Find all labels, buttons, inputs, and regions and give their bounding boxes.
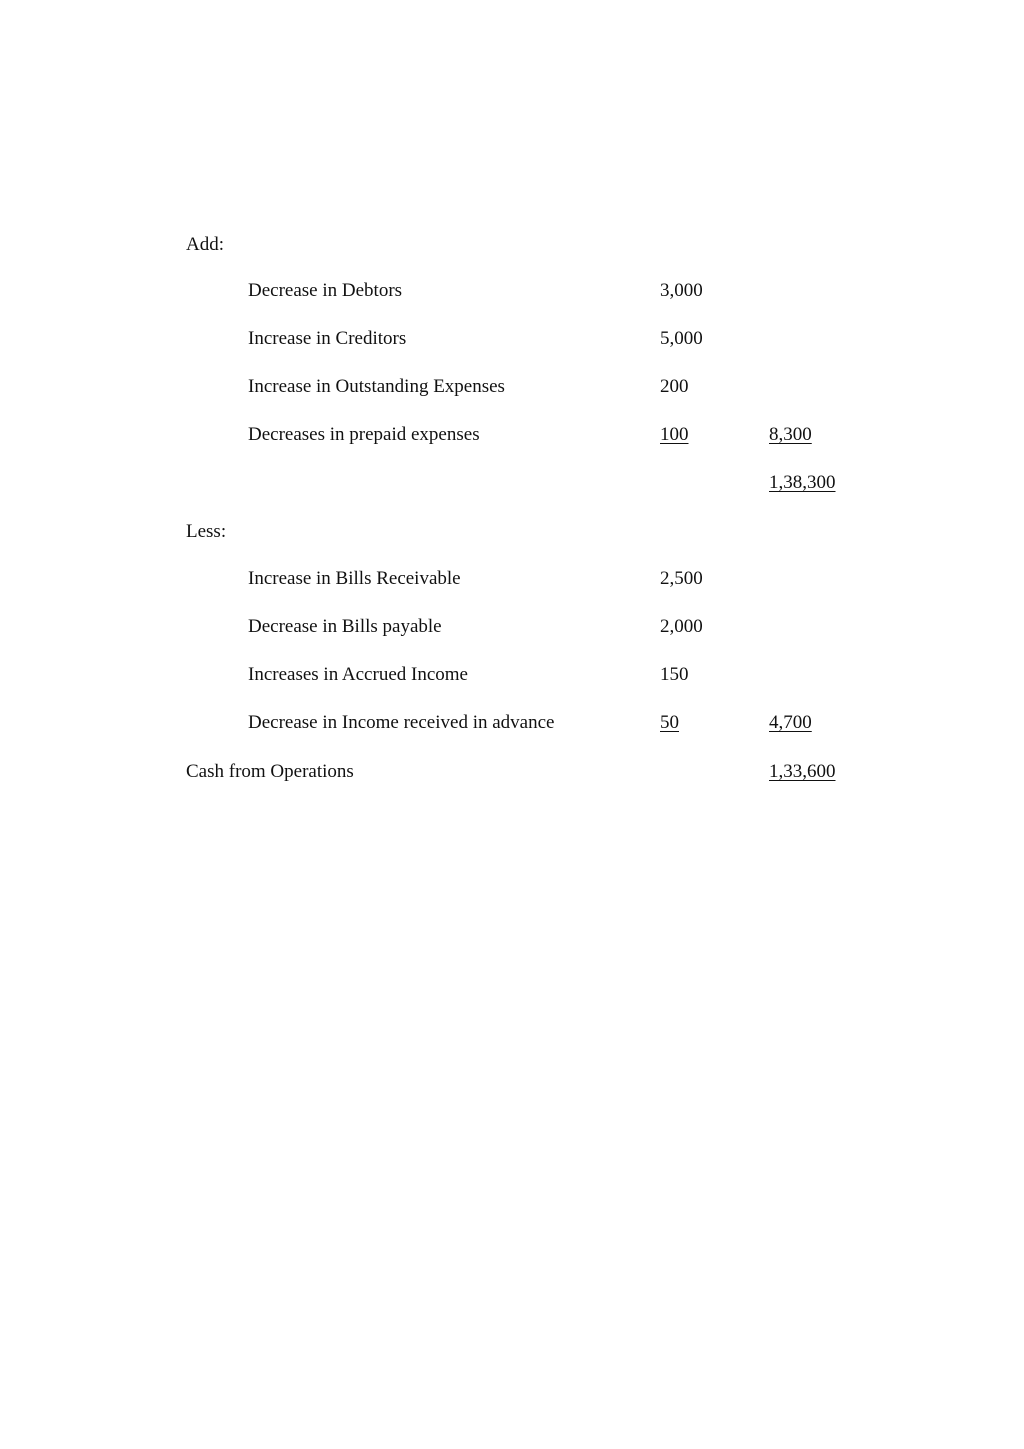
final-label: Cash from Operations (186, 761, 354, 782)
add-item-row (0, 326, 1024, 352)
add-item-amount: 100 (660, 424, 689, 445)
add-heading-row (0, 232, 1024, 258)
less-item-label: Increases in Accrued Income (248, 664, 468, 685)
add-item-label: Decreases in prepaid expenses (248, 424, 480, 445)
subtotal-row (0, 470, 1024, 496)
less-item-row (0, 566, 1024, 592)
add-item-amount: 200 (660, 376, 689, 397)
less-item-amount: 50 (660, 712, 679, 733)
add-item-row (0, 422, 1024, 448)
less-item-label: Increase in Bills Receivable (248, 568, 461, 589)
less-item-row (0, 614, 1024, 640)
less-total: 4,700 (769, 712, 812, 733)
less-item-amount: 2,500 (660, 568, 703, 589)
add-heading: Add: (186, 234, 224, 255)
less-item-row (0, 710, 1024, 736)
less-item-label: Decrease in Income received in advance (248, 712, 555, 733)
add-item-amount: 5,000 (660, 328, 703, 349)
add-total: 8,300 (769, 424, 812, 445)
less-item-row (0, 662, 1024, 688)
less-item-amount: 150 (660, 664, 689, 685)
less-item-label: Decrease in Bills payable (248, 616, 442, 637)
add-item-row (0, 374, 1024, 400)
final-total: 1,33,600 (769, 761, 836, 782)
less-heading-row (0, 519, 1024, 545)
add-item-label: Increase in Outstanding Expenses (248, 376, 505, 397)
less-heading: Less: (186, 521, 227, 542)
add-item-label: Increase in Creditors (248, 328, 407, 349)
final-row (0, 759, 1024, 785)
add-item-row (0, 278, 1024, 304)
less-item-amount: 2,000 (660, 616, 703, 637)
add-item-amount: 3,000 (660, 280, 703, 301)
subtotal-value: 1,38,300 (769, 472, 836, 493)
add-item-label: Decrease in Debtors (248, 280, 403, 301)
